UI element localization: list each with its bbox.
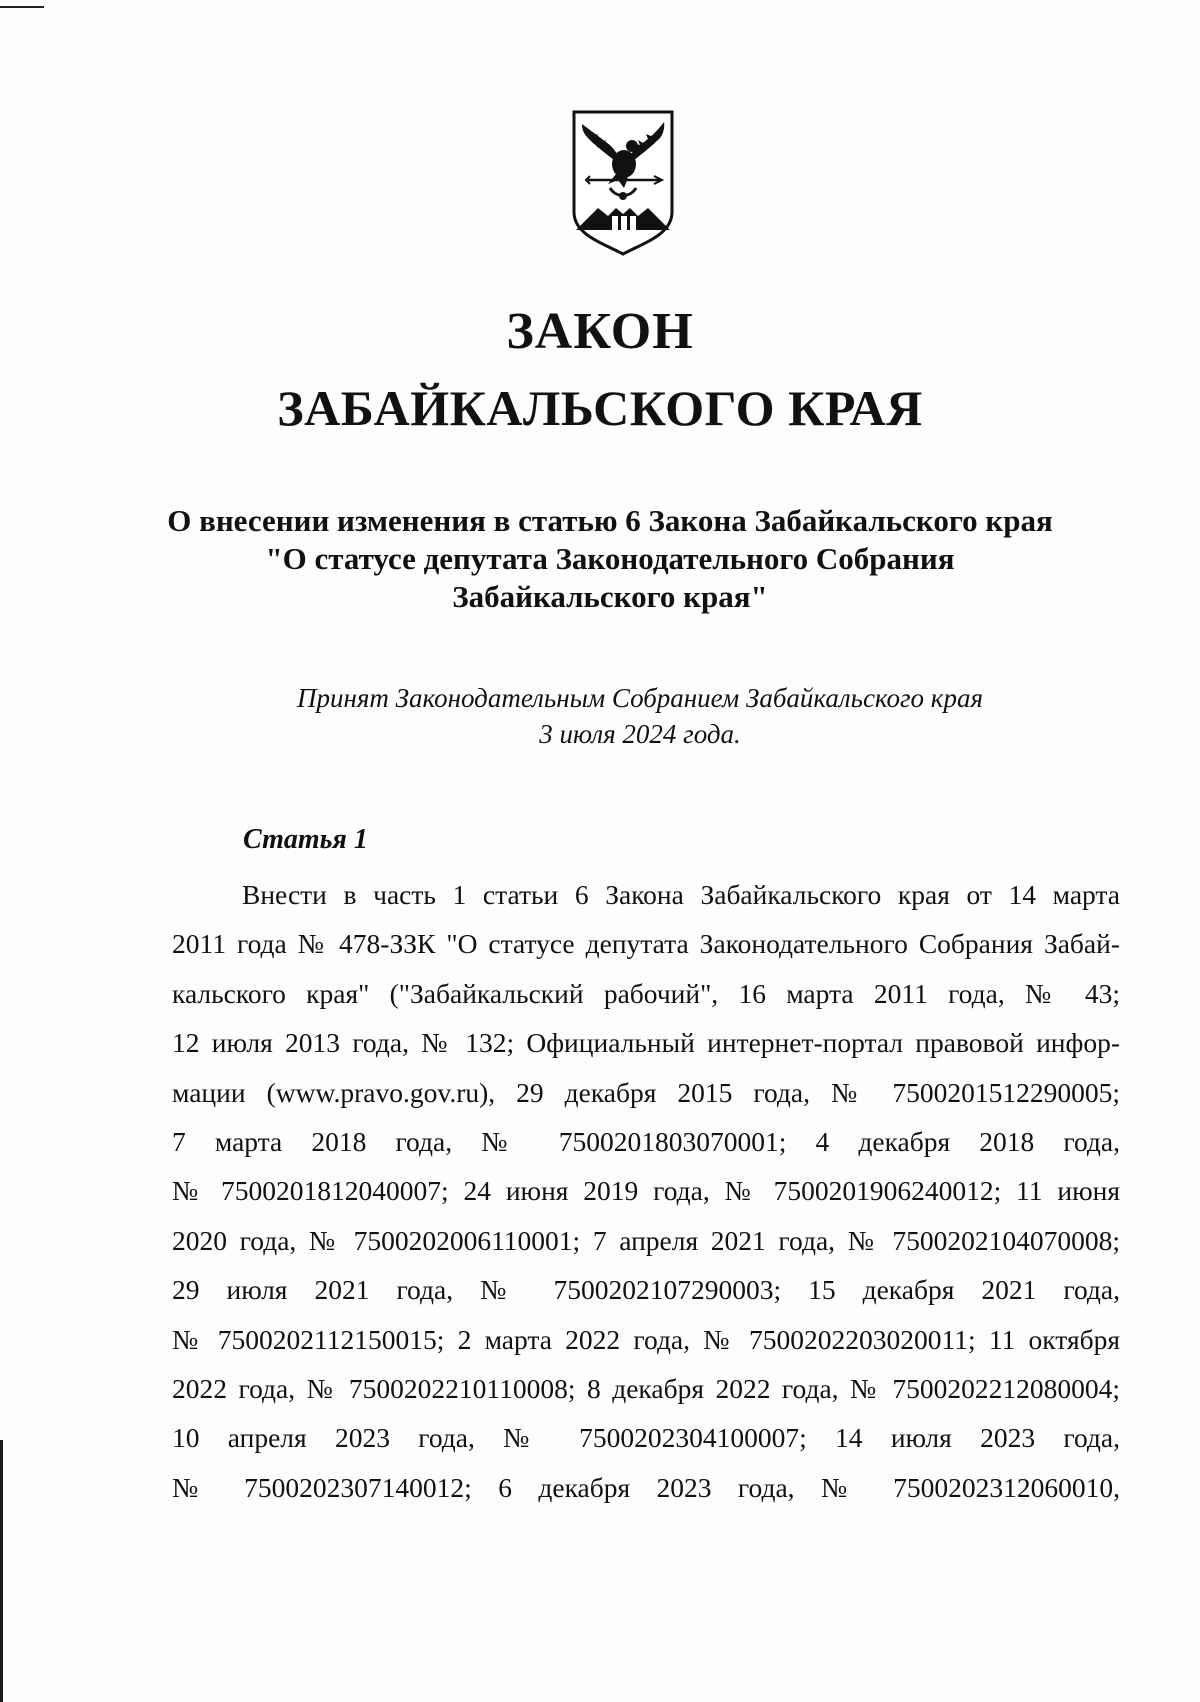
article-body-line: 2022 года, № 7500202210110008; 8 декабря 2022 года, № 7500202212080004; — [172, 1372, 1120, 1404]
article-heading: Статья 1 — [243, 824, 368, 855]
adoption-note-line: Принят Законодательным Собранием Забайкальского края — [296, 683, 983, 713]
scan-artifact-mark — [0, 6, 44, 8]
law-subject — [150, 502, 1070, 616]
article-body — [172, 870, 1120, 1512]
article-body-line: 2011 года № 478-ЗЗК "О статусе депутата Законодательного Собрания Забай- — [172, 928, 1120, 960]
article-body-line: кальского края" ("Забайкальский рабочий", 16 марта 2011 года, № 43; — [172, 977, 1120, 1009]
zabaykalsky-krai-coat-of-arms-icon — [568, 108, 678, 258]
adoption-date: 3 июля 2024 года. — [539, 719, 741, 749]
article-body-line: № 7500202307140012; 6 декабря 2023 года, № 7500202312060010, — [172, 1471, 1120, 1503]
adoption-note — [250, 680, 1030, 752]
scan-artifact-edge — [0, 1440, 3, 1702]
article-body-line: 2020 года, № 7500202006110001; 7 апреля 2021 года, № 7500202104070008; — [172, 1224, 1120, 1256]
coat-of-arms-emblem — [568, 108, 678, 258]
article-body-line: 29 июля 2021 года, № 7500202107290003; 15 декабря 2021 года, — [172, 1274, 1120, 1306]
law-subject-line: "О статусе депутата Законодательного Собрания — [265, 541, 955, 576]
article-body-line: 12 июля 2013 года, № 132; Официальный интернет-портал правовой инфор- — [172, 1027, 1120, 1059]
article-body-line: 10 апреля 2023 года, № 7500202304100007; 14 июля 2023 года, — [172, 1422, 1120, 1454]
law-subject-line: О внесении изменения в статью 6 Закона Забайкальского края — [167, 503, 1053, 538]
article-body-line: мации (www.pravo.gov.ru), 29 декабря 2015 года, № 7500201512290005; — [172, 1076, 1120, 1108]
article-body-line: № 7500202112150015; 2 марта 2022 года, № 7500202203020011; 11 октября — [172, 1323, 1120, 1355]
document-title-region: ЗАБАЙКАЛЬСКОГО КРАЯ — [277, 380, 923, 436]
law-subject-line: Забайкальского края" — [452, 579, 768, 614]
article-body-line: Внести в часть 1 статьи 6 Закона Забайкальского края от 14 марта — [242, 879, 1120, 910]
article-body-line: № 7500201812040007; 24 июня 2019 года, № 7500201906240012; 11 июня — [172, 1175, 1120, 1207]
article-body-line: 7 марта 2018 года, № 7500201803070001; 4 декабря 2018 года, — [172, 1125, 1120, 1157]
document-title-law: ЗАКОН — [506, 303, 694, 360]
